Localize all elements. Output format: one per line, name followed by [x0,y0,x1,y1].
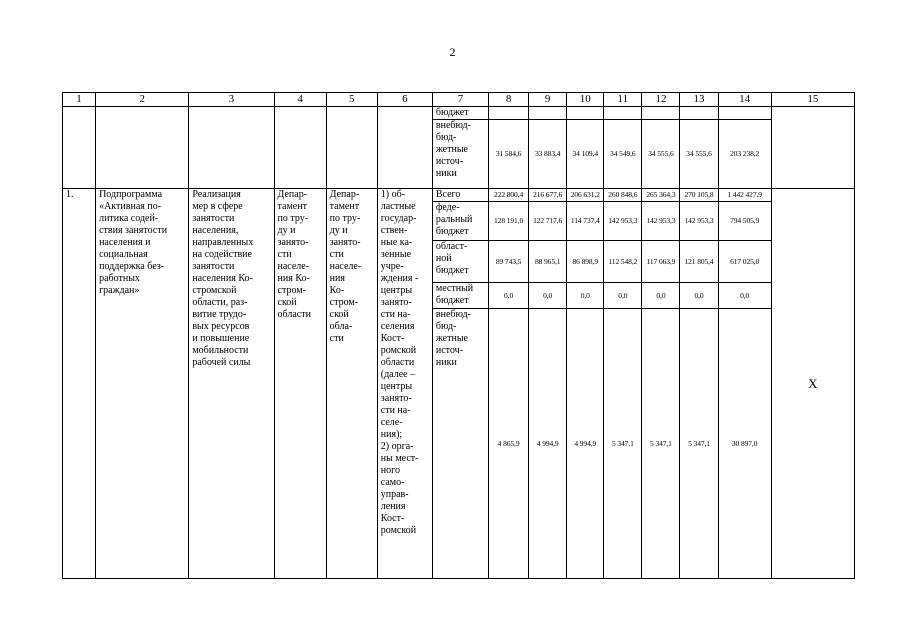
value-cell: 86 898,9 [567,241,604,283]
value-cell [529,107,567,120]
value-cell [718,107,771,120]
value-cell: 794 505,9 [718,202,771,241]
header-cell: 11 [604,93,642,107]
responsible-executor: Депар- тамент по тру- ду и занято- сти населе- ния Ко- стром- ской области [274,189,326,579]
program-table [62,92,855,579]
value-cell: 0,0 [642,283,680,309]
value-cell: 270 105,8 [680,189,718,202]
value-cell: 0,0 [718,283,771,309]
source-row-total [63,189,855,202]
source-label: внебюд- бюд- жетные источ- ники [432,309,488,579]
value-cell: 31 584,6 [489,120,529,189]
header-cell: 7 [432,93,488,107]
header-cell: 1 [63,93,96,107]
empty-cell [377,107,432,189]
header-cell: 15 [771,93,854,107]
value-cell: 0,0 [680,283,718,309]
value-cell: 142 953,3 [604,202,642,241]
value-cell: 617 025,0 [718,241,771,283]
co-executor: Депар- тамент по тру- ду и занято- сти населе- ния Ко- стром- ской обла- сти [326,189,377,579]
value-cell: 117 063,9 [642,241,680,283]
empty-cell [63,107,96,189]
value-cell: 114 737,4 [567,202,604,241]
value-cell: 34 555,6 [642,120,680,189]
empty-cell [771,107,854,189]
header-cell: 2 [96,93,189,107]
value-cell: 34 549,6 [604,120,642,189]
participants: 1) об- ластные государ- ствен- ные ка- зенные учре- ждения - центры занято- сти на- селения Кост- ромской области (далее – центры занято- сти на- селе- ния); 2) орга- ны мест- ного само- управ- ления Кост- ромской [377,189,432,579]
value-cell: 112 548,2 [604,241,642,283]
source-label: феде- ральный бюджет [432,202,488,241]
value-cell: 34 109,4 [567,120,604,189]
value-cell: 30 897,0 [718,309,771,579]
value-cell: 203 238,2 [718,120,771,189]
value-cell: 1 442 427,9 [718,189,771,202]
value-cell [642,107,680,120]
value-cell: 142 953,3 [642,202,680,241]
value-cell [604,107,642,120]
value-cell: 0,0 [567,283,604,309]
value-cell: 88 965,1 [529,241,567,283]
source-label: бюджет [432,107,488,120]
column-15-mark: X [771,189,854,579]
row-number: 1. [63,189,96,579]
subprogram-name: Подпрограмма «Активная по- литика содей- ствия занятости населения и социальная поддержка без- работных граждан» [96,189,189,579]
value-cell: 206 631,2 [567,189,604,202]
source-label: местный бюджет [432,283,488,309]
header-cell: 4 [274,93,326,107]
value-cell [567,107,604,120]
header-cell: 14 [718,93,771,107]
header-cell: 3 [189,93,274,107]
value-cell: 5 347,1 [642,309,680,579]
value-cell: 128 191,0 [489,202,529,241]
empty-cell [96,107,189,189]
value-cell: 222 800,4 [489,189,529,202]
value-cell: 89 743,5 [489,241,529,283]
empty-cell [274,107,326,189]
value-cell: 142 953,3 [680,202,718,241]
value-cell: 33 883,4 [529,120,567,189]
header-cell: 5 [326,93,377,107]
value-cell: 0,0 [489,283,529,309]
header-cell: 6 [377,93,432,107]
value-cell [680,107,718,120]
value-cell: 34 555,6 [680,120,718,189]
value-cell [489,107,529,120]
source-label: област- ной бюджет [432,241,488,283]
subprogram-goal: Реализация мер в сфере занятости населения, направленных на содействие занятости населения Ко- стромской области, раз- витие трудо- вых ресурсов и повышение мобильности рабочей силы [189,189,274,579]
value-cell: 0,0 [604,283,642,309]
header-cell: 8 [489,93,529,107]
header-cell: 9 [529,93,567,107]
value-cell: 216 677,6 [529,189,567,202]
value-cell: 4 994,9 [529,309,567,579]
source-label: внебюд- бюд- жетные источ- ники [432,120,488,189]
value-cell: 5 347,1 [680,309,718,579]
value-cell: 121 805,4 [680,241,718,283]
value-cell: 5 347,1 [604,309,642,579]
header-cell: 10 [567,93,604,107]
carry-row-budget [63,107,855,120]
empty-cell [189,107,274,189]
value-cell: 122 717,6 [529,202,567,241]
header-cell: 13 [680,93,718,107]
value-cell: 265 364,3 [642,189,680,202]
header-row [63,93,855,107]
source-label: Всего [432,189,488,202]
value-cell: 0,0 [529,283,567,309]
page-number: 2 [449,45,456,59]
header-cell: 12 [642,93,680,107]
empty-cell [326,107,377,189]
value-cell: 260 848,6 [604,189,642,202]
value-cell: 4 865,9 [489,309,529,579]
value-cell: 4 994,9 [567,309,604,579]
